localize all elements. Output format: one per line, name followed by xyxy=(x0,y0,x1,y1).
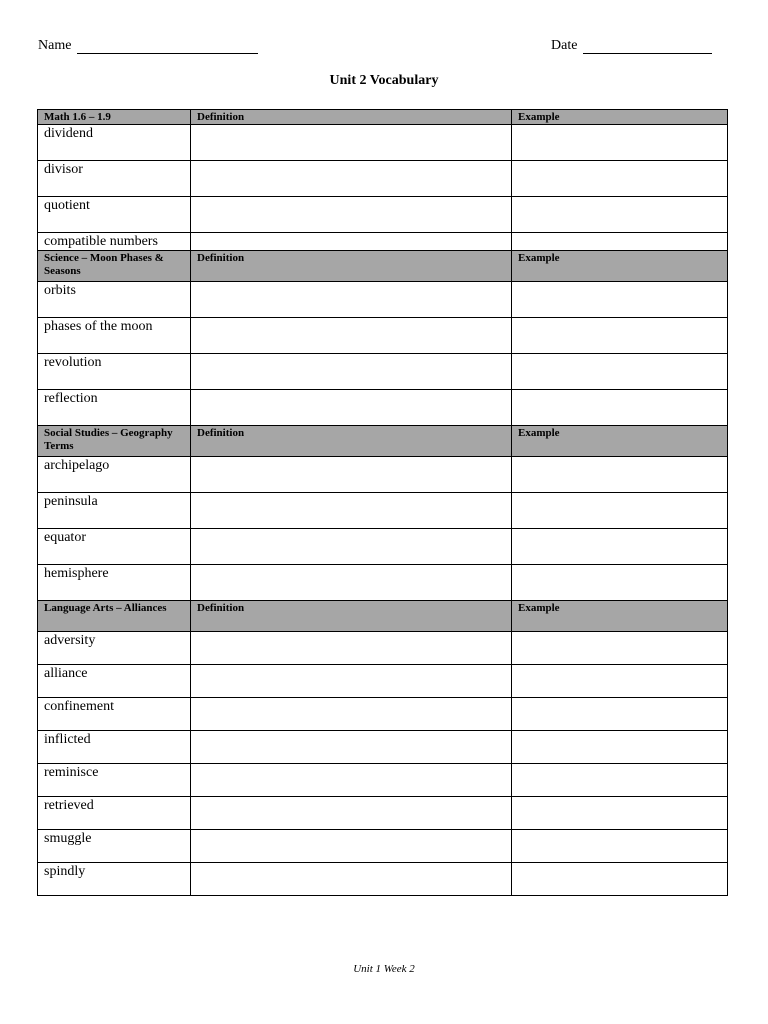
table-row xyxy=(38,161,728,197)
example-cell xyxy=(512,318,728,354)
name-label: Name xyxy=(38,38,72,53)
definition-cell xyxy=(191,863,512,896)
example-cell xyxy=(512,731,728,764)
definition-column-header: Definition xyxy=(191,426,512,457)
vocab-word: peninsula xyxy=(38,493,191,529)
section-header-social-studies xyxy=(38,426,728,457)
table-row xyxy=(38,457,728,493)
example-cell xyxy=(512,797,728,830)
table-row xyxy=(38,797,728,830)
definition-cell xyxy=(191,830,512,863)
date-blank-line xyxy=(583,53,712,54)
section-header-language-arts xyxy=(38,601,728,632)
table-row xyxy=(38,390,728,426)
definition-cell xyxy=(191,390,512,426)
table-row xyxy=(38,632,728,665)
table-row xyxy=(38,282,728,318)
definition-cell xyxy=(191,457,512,493)
example-column-header: Example xyxy=(512,601,728,632)
definition-column-header: Definition xyxy=(191,601,512,632)
example-cell xyxy=(512,565,728,601)
definition-cell xyxy=(191,197,512,233)
example-cell xyxy=(512,830,728,863)
section-header-math xyxy=(38,110,728,125)
vocab-word: confinement xyxy=(38,698,191,731)
vocab-word: compatible numbers xyxy=(38,233,191,251)
vocabulary-table xyxy=(37,109,728,896)
definition-cell xyxy=(191,764,512,797)
definition-cell xyxy=(191,632,512,665)
vocab-word: hemisphere xyxy=(38,565,191,601)
page-title: Unit 2 Vocabulary xyxy=(329,73,439,88)
definition-cell xyxy=(191,161,512,197)
vocab-word: adversity xyxy=(38,632,191,665)
example-cell xyxy=(512,197,728,233)
section-header-science xyxy=(38,251,728,282)
definition-cell xyxy=(191,354,512,390)
definition-cell xyxy=(191,125,512,161)
vocab-word: smuggle xyxy=(38,830,191,863)
example-cell xyxy=(512,863,728,896)
vocab-word: reminisce xyxy=(38,764,191,797)
vocab-word: orbits xyxy=(38,282,191,318)
definition-cell xyxy=(191,698,512,731)
example-column-header: Example xyxy=(512,110,728,125)
vocab-word: dividend xyxy=(38,125,191,161)
definition-column-header: Definition xyxy=(191,251,512,282)
section-heading: Science – Moon Phases & Seasons xyxy=(38,251,191,282)
table-row xyxy=(38,863,728,896)
page-footer: Unit 1 Week 2 xyxy=(353,963,415,975)
section-heading: Math 1.6 – 1.9 xyxy=(38,110,191,125)
section-heading: Social Studies – Geography Terms xyxy=(38,426,191,457)
table-row xyxy=(38,665,728,698)
example-column-header: Example xyxy=(512,426,728,457)
example-cell xyxy=(512,161,728,197)
vocab-word: retrieved xyxy=(38,797,191,830)
definition-cell xyxy=(191,529,512,565)
example-cell xyxy=(512,493,728,529)
definition-cell xyxy=(191,665,512,698)
vocab-word: divisor xyxy=(38,161,191,197)
example-cell xyxy=(512,457,728,493)
table-row xyxy=(38,731,728,764)
table-row xyxy=(38,125,728,161)
example-cell xyxy=(512,282,728,318)
vocab-word: quotient xyxy=(38,197,191,233)
example-cell xyxy=(512,698,728,731)
vocab-word: equator xyxy=(38,529,191,565)
vocab-word: alliance xyxy=(38,665,191,698)
example-cell xyxy=(512,529,728,565)
example-cell xyxy=(512,354,728,390)
example-cell xyxy=(512,125,728,161)
vocab-word: inflicted xyxy=(38,731,191,764)
table-row xyxy=(38,197,728,233)
vocab-word: reflection xyxy=(38,390,191,426)
example-cell xyxy=(512,632,728,665)
name-blank-line xyxy=(77,53,258,54)
definition-cell xyxy=(191,282,512,318)
definition-cell xyxy=(191,565,512,601)
table-row xyxy=(38,529,728,565)
section-heading: Language Arts – Alliances xyxy=(38,601,191,632)
example-cell xyxy=(512,764,728,797)
example-cell xyxy=(512,390,728,426)
definition-cell xyxy=(191,797,512,830)
table-row xyxy=(38,233,728,251)
table-row xyxy=(38,698,728,731)
vocab-word: spindly xyxy=(38,863,191,896)
definition-cell xyxy=(191,318,512,354)
definition-cell xyxy=(191,731,512,764)
table-row xyxy=(38,565,728,601)
definition-cell xyxy=(191,233,512,251)
example-cell xyxy=(512,233,728,251)
table-row xyxy=(38,764,728,797)
example-column-header: Example xyxy=(512,251,728,282)
definition-cell xyxy=(191,493,512,529)
date-label: Date xyxy=(551,38,578,53)
table-row xyxy=(38,493,728,529)
vocab-word: phases of the moon xyxy=(38,318,191,354)
table-row xyxy=(38,318,728,354)
vocab-word: archipelago xyxy=(38,457,191,493)
vocab-word: revolution xyxy=(38,354,191,390)
table-row xyxy=(38,354,728,390)
definition-column-header: Definition xyxy=(191,110,512,125)
example-cell xyxy=(512,665,728,698)
table-row xyxy=(38,830,728,863)
